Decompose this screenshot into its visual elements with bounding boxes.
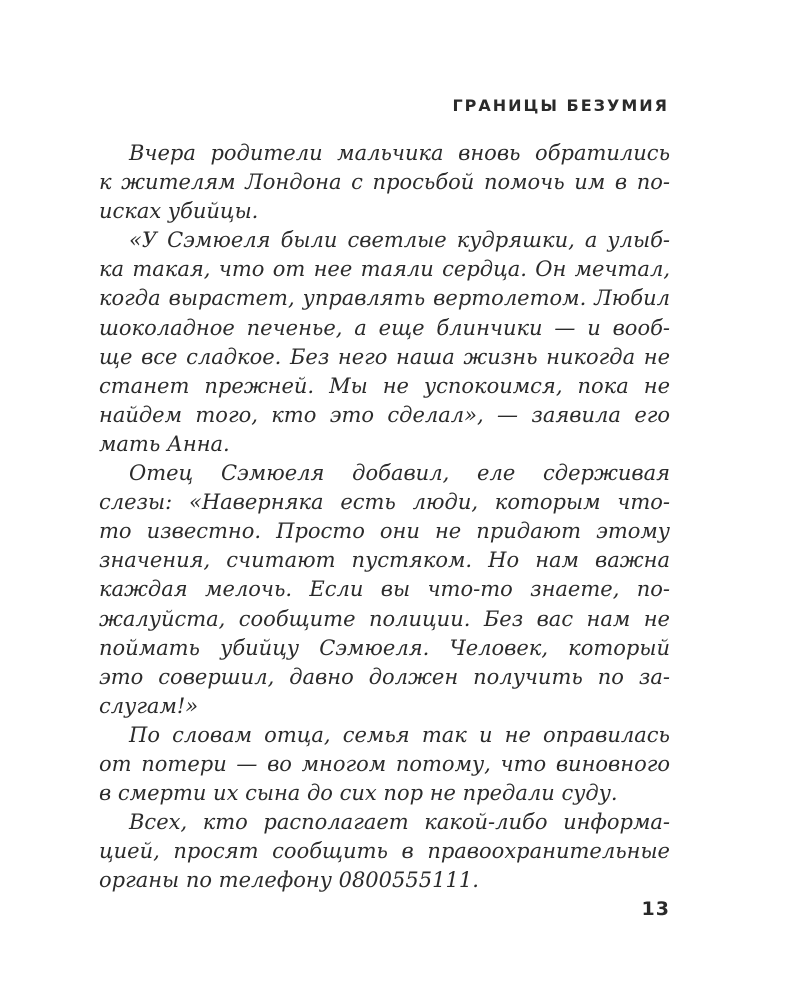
paragraph-2 [99,226,670,459]
text-line: поймать убийцу Сэмюеля. Человек, который [99,635,670,660]
paragraph-5 [99,808,670,895]
running-head: ГРАНИЦЫ БЕЗУМИЯ [452,96,669,115]
text-line: «У Сэмюеля были светлые кудряшки, а улыб- [129,228,670,253]
text-line: то известно. Просто они не придают этому [99,519,670,544]
text-line: слезы: «Наверняка есть люди, которым что- [99,490,670,515]
text-line: каждая мелочь. Если вы что-то знаете, по- [99,577,670,602]
text-line: Вчера родители мальчика вновь обратились [129,141,670,165]
paragraph-1 [99,139,670,226]
page-number: 13 [641,898,670,920]
text-line: Всех, кто располагает какой-либо информа- [129,810,670,835]
text-line: цией, просят сообщить в правоохранительные [99,839,670,864]
text-line: шоколадное печенье, а еще блинчики — и вооб- [99,315,670,340]
text-line: станет прежней. Мы не успокоимся, пока не [99,373,670,398]
text-line: ще все сладкое. Без него наша жизнь никогда не [99,344,670,369]
text-line: Отец Сэмюеля добавил, еле сдерживая [129,461,670,486]
text-line: исках убийцы. [99,199,259,224]
text-line: По словам отца, семья так и не оправилась [129,722,670,747]
text-line: в смерти их сына до сих пор не предали суду. [99,781,618,806]
text-line: мать Анна. [99,431,230,456]
text-line: к жителям Лондона с просьбой помочь им в по- [99,170,670,195]
text-line: слугам!» [99,693,199,718]
text-line: органы по телефону 0800555111. [99,868,479,893]
text-line: это совершил, давно должен получить по за- [99,664,670,689]
text-line: когда вырастет, управлять вертолетом. Любил [99,286,670,311]
paragraph-3 [99,459,670,721]
text-line: значения, считают пустяком. Но нам важна [99,548,670,573]
text-line: найдем того, кто это сделал», — заявила его [99,402,670,427]
text-line: ка такая, что от нее таяли сердца. Он мечтал, [99,257,670,282]
text-line: от потери — во многом потому, что виновного [99,751,670,776]
body-text [99,139,670,895]
paragraph-4 [99,721,670,808]
text-line: жалуйста, сообщите полиции. Без вас нам не [99,606,670,631]
